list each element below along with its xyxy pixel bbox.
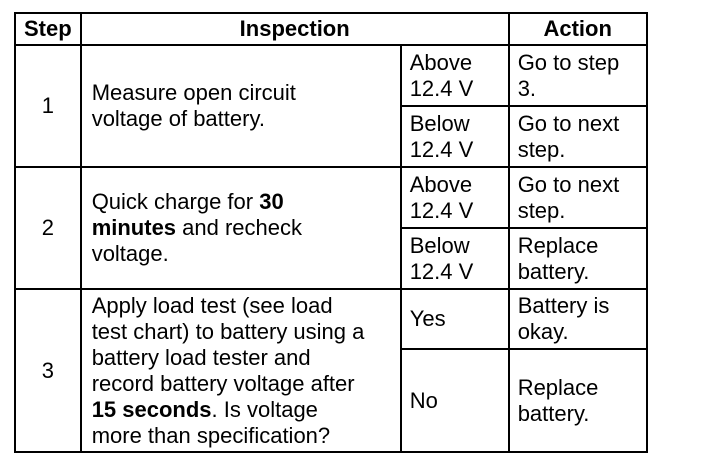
- result-line: 12.4 V: [409, 136, 474, 162]
- action-line: okay.: [517, 319, 569, 344]
- step-number: 2: [15, 167, 81, 289]
- table-row: [15, 289, 647, 349]
- header-action: Action: [509, 13, 647, 45]
- action-line: Go to next: [517, 171, 620, 197]
- header-step: Step: [15, 13, 81, 45]
- inspection-line: [92, 215, 392, 241]
- inspection-line: more than specification?: [91, 422, 331, 448]
- action-line: Replace: [517, 232, 599, 258]
- inspection-fragment: . Is voltage: [211, 396, 318, 422]
- action-cell: [509, 167, 647, 228]
- action-cell: [509, 45, 647, 106]
- result-line: Below: [409, 110, 470, 136]
- result-line: No: [409, 387, 438, 413]
- inspection-line: voltage of battery.: [91, 106, 265, 131]
- header-inspection: Inspection: [81, 13, 509, 45]
- inspection-text: [81, 167, 401, 289]
- action-line: Go to next: [517, 110, 620, 136]
- inspection-emphasis: 30: [259, 189, 284, 214]
- inspection-fragment: and recheck: [176, 215, 303, 240]
- action-cell: [509, 289, 647, 349]
- action-cell: [509, 106, 647, 167]
- result-line: 12.4 V: [409, 197, 474, 223]
- step-number: 3: [15, 289, 81, 452]
- result-cell: [401, 349, 509, 452]
- header-row: [15, 13, 647, 45]
- table-row: [15, 167, 647, 228]
- action-line: 3.: [517, 75, 537, 101]
- result-line: Below: [409, 232, 470, 258]
- result-line: Above: [409, 49, 473, 75]
- inspection-line: Measure open circuit: [91, 80, 296, 105]
- action-line: battery.: [517, 258, 590, 284]
- table-row: [15, 45, 647, 106]
- inspection-line: test chart) to battery using a: [91, 318, 365, 344]
- result-line: 12.4 V: [409, 75, 474, 101]
- result-cell: [401, 106, 509, 167]
- action-line: step.: [517, 197, 566, 223]
- result-line: 12.4 V: [409, 258, 474, 284]
- action-cell: [509, 349, 647, 452]
- inspection-fragment: Quick charge for: [91, 189, 260, 214]
- action-line: step.: [517, 136, 566, 162]
- inspection-text: [81, 289, 401, 452]
- result-line: Yes: [409, 306, 446, 331]
- result-cell: [401, 228, 509, 289]
- result-cell: [401, 289, 509, 349]
- result-line: Above: [409, 171, 473, 197]
- inspection-line: voltage.: [91, 241, 169, 266]
- result-cell: [401, 45, 509, 106]
- action-line: Battery is: [517, 293, 610, 318]
- inspection-emphasis: minutes: [91, 215, 177, 240]
- action-line: Go to step: [517, 49, 620, 75]
- result-cell: [401, 167, 509, 228]
- inspection-text: [81, 45, 401, 167]
- action-cell: [509, 228, 647, 289]
- action-line: Replace: [517, 374, 599, 400]
- inspection-line: Apply load test (see load: [91, 292, 333, 318]
- inspection-line: record battery voltage after: [91, 370, 355, 396]
- inspection-table: [14, 12, 648, 453]
- inspection-line: battery load tester and: [91, 344, 311, 370]
- action-line: battery.: [517, 400, 590, 426]
- step-number: 1: [15, 45, 81, 167]
- inspection-line: [92, 189, 392, 215]
- inspection-line: [92, 397, 392, 423]
- inspection-emphasis: 15 seconds: [91, 396, 212, 422]
